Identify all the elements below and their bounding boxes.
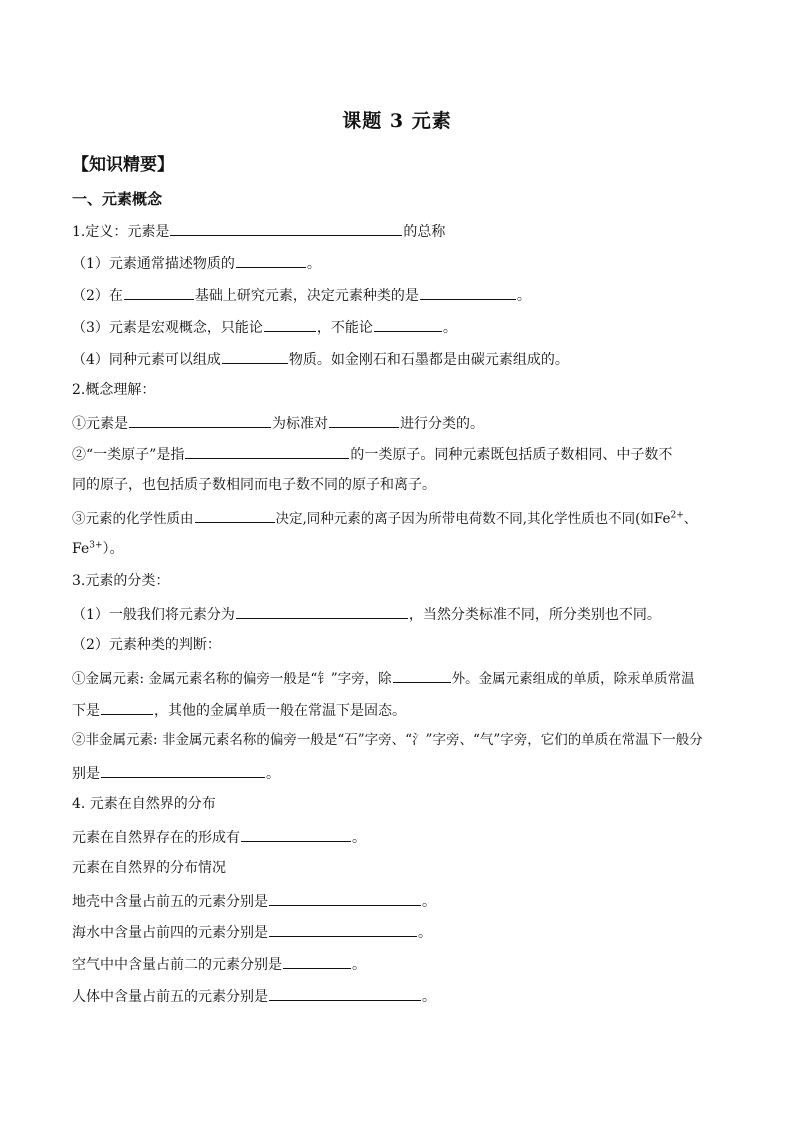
text: 为标准对 — [272, 416, 328, 432]
answer-blank[interactable] — [170, 221, 402, 236]
item-line-1 — [72, 253, 321, 273]
text: （4）同种元素可以组成 — [72, 352, 221, 368]
text: 。 — [422, 989, 436, 1005]
seawater-line — [72, 922, 432, 942]
distribution-heading: 4. 元素在自然界的分布 — [72, 796, 216, 812]
text: 海水中含量占前四的元素分别是 — [72, 925, 268, 941]
item-line-4 — [72, 349, 569, 369]
text: 。 — [418, 925, 432, 941]
answer-blank[interactable] — [420, 285, 516, 300]
distribution-line-1 — [72, 827, 366, 847]
text: 。 — [422, 894, 436, 910]
nonmetal-line — [72, 731, 703, 749]
text: 。 — [266, 766, 280, 782]
page-title: 课题 3 元素 — [342, 110, 452, 132]
human-body-line — [72, 986, 436, 1006]
text: （1）元素通常描述物质的 — [72, 256, 235, 272]
answer-blank[interactable] — [269, 986, 421, 1001]
item-line-3 — [72, 317, 457, 337]
answer-blank[interactable] — [374, 317, 442, 332]
text: 外。金属元素组成的单质，除汞单质常温 — [451, 671, 695, 687]
text: 。 — [306, 256, 321, 272]
concept-line-3-cont — [72, 540, 124, 558]
text: ）。 — [102, 541, 124, 557]
text: ②非金属元素: 非金属元素名称的偏旁一般是“石”字旁、“氵”字旁、“气”字旁，它们的单质在常温下一般分 — [72, 732, 703, 748]
answer-blank[interactable] — [264, 317, 316, 332]
answer-blank[interactable] — [101, 700, 153, 715]
answer-blank[interactable] — [129, 413, 271, 428]
text: （3）元素是宏观概念，只能论 — [72, 320, 263, 336]
concept-line-2-cont: 同的原子，也包括质子数相同而电子数不同的原子和离子。 — [72, 477, 436, 493]
answer-blank[interactable] — [283, 954, 351, 969]
classification-line-1 — [72, 604, 661, 624]
text: ，其他的金属单质一般在常温下是固态。 — [154, 703, 406, 719]
text: ①元素是 — [72, 416, 128, 432]
text: 的一类原子。同种元素既包括质子数相同、中子数不 — [350, 447, 673, 463]
answer-blank[interactable] — [236, 604, 408, 619]
text: ，不能论 — [316, 320, 373, 336]
text: 。 — [516, 288, 531, 304]
concept-line-2 — [72, 444, 672, 464]
text: ，当然分类标准不同，所分类别也不同。 — [408, 607, 661, 623]
text: 的总称 — [403, 224, 446, 240]
classification-heading: 3.元素的分类： — [72, 573, 170, 589]
charge-superscript: 2+ — [670, 510, 684, 521]
text: 空气中中含量占前二的元素分别是 — [72, 957, 282, 973]
definition-line — [72, 221, 445, 241]
text: 进行分类的。 — [400, 416, 484, 432]
text: ②“一类原子”是指 — [72, 447, 185, 463]
nonmetal-line-cont — [72, 763, 280, 783]
answer-blank[interactable] — [124, 285, 194, 300]
text: （1）一般我们将元素分为 — [72, 607, 235, 623]
text: ③元素的化学性质由 — [72, 511, 194, 527]
text: 元素在自然界存在的形成有 — [72, 830, 240, 846]
concept-heading: 2.概念理解： — [72, 382, 156, 398]
text: 。 — [442, 320, 457, 336]
answer-blank[interactable] — [185, 444, 349, 459]
text: 下是 — [72, 703, 100, 719]
answer-blank[interactable] — [236, 253, 306, 268]
answer-blank[interactable] — [329, 413, 399, 428]
text: 别是 — [72, 766, 100, 782]
text: 决定,同种元素的离子因为所带电荷数不同,其化学性质也不同(如Fe — [275, 511, 671, 527]
text: （2）在 — [72, 288, 123, 304]
answer-blank[interactable] — [101, 763, 265, 778]
classification-line-2: （2）元素种类的判断： — [72, 637, 221, 653]
answer-blank[interactable] — [222, 349, 288, 364]
text: 人体中含量占前五的元素分别是 — [72, 989, 268, 1005]
text: 基础上研究元素，决定元素种类的是 — [194, 288, 419, 304]
air-line — [72, 954, 366, 974]
text: ①金属元素: 金属元素名称的偏旁一般是“钅”字旁，除 — [72, 671, 392, 687]
charge-superscript: 3+ — [89, 540, 103, 551]
text: 地壳中含量占前五的元素分别是 — [72, 894, 268, 910]
answer-blank[interactable] — [269, 922, 417, 937]
text: 、 — [683, 511, 698, 527]
section-heading: 【知识精要】 — [72, 155, 174, 175]
text: 物质。如金刚石和石墨都是由碳元素组成的。 — [288, 352, 569, 368]
text: 1.定义：元素是 — [72, 224, 170, 240]
answer-blank[interactable] — [393, 668, 451, 683]
part-heading: 一、元素概念 — [72, 190, 163, 208]
metal-line — [72, 668, 695, 688]
answer-blank[interactable] — [241, 827, 351, 842]
concept-line-3 — [72, 508, 697, 528]
answer-blank[interactable] — [269, 891, 421, 906]
concept-line-1 — [72, 413, 484, 433]
text: 。 — [352, 957, 366, 973]
distribution-line-2: 元素在自然界的分布情况 — [72, 860, 226, 876]
text: 。 — [352, 830, 366, 846]
text: Fe — [72, 541, 90, 557]
answer-blank[interactable] — [195, 508, 275, 523]
metal-line-cont — [72, 700, 406, 720]
crust-line — [72, 891, 436, 911]
item-line-2 — [72, 285, 531, 305]
